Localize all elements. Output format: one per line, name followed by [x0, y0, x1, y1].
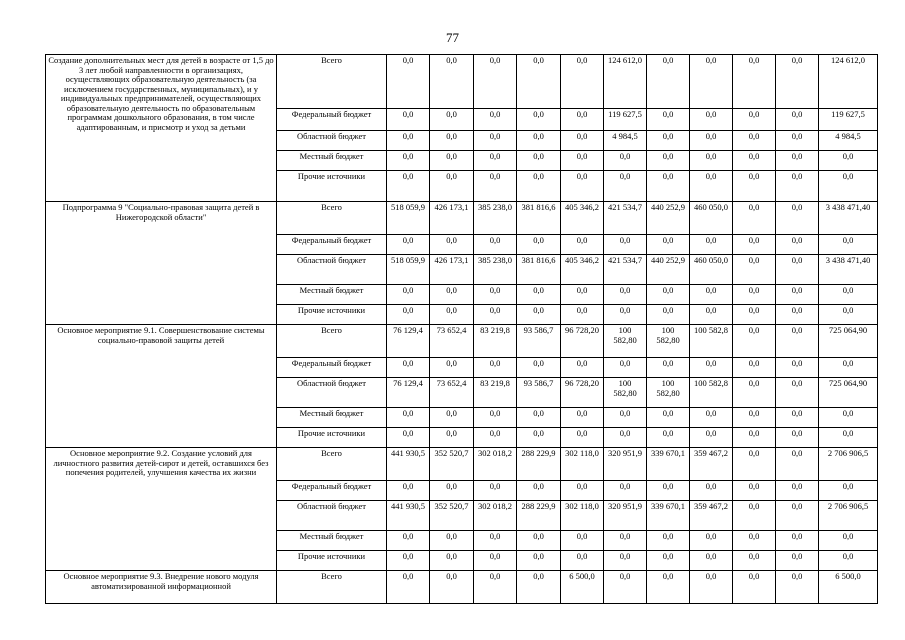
- year-value-cell: 359 467,2: [690, 448, 733, 481]
- year-value-cell: 0,0: [647, 55, 690, 109]
- funding-source: Местный бюджет: [277, 151, 387, 171]
- year-value-cell: 0,0: [561, 551, 604, 571]
- year-value-cell: 0,0: [733, 571, 776, 604]
- year-value-cell: 0,0: [387, 151, 430, 171]
- year-value-cell: 0,0: [430, 408, 474, 428]
- year-value-cell: 440 252,9: [647, 202, 690, 235]
- year-value-cell: 0,0: [430, 358, 474, 378]
- funding-source: Областной бюджет: [277, 378, 387, 408]
- total-cell: 124 612,0: [819, 55, 878, 109]
- year-value-cell: 0,0: [561, 109, 604, 131]
- year-value-cell: 0,0: [517, 428, 561, 448]
- year-value-cell: 96 728,20: [561, 325, 604, 358]
- funding-source: Всего: [277, 448, 387, 481]
- year-value-cell: 0,0: [474, 408, 517, 428]
- year-value-cell: 0,0: [690, 109, 733, 131]
- year-value-cell: 0,0: [690, 151, 733, 171]
- year-value-cell: 0,0: [430, 109, 474, 131]
- year-value-cell: 0,0: [387, 481, 430, 501]
- year-value-cell: 0,0: [387, 55, 430, 109]
- funding-source: Местный бюджет: [277, 531, 387, 551]
- year-value-cell: 0,0: [517, 408, 561, 428]
- total-cell: 0,0: [819, 531, 878, 551]
- year-value-cell: 0,0: [387, 171, 430, 202]
- year-value-cell: 0,0: [517, 171, 561, 202]
- year-value-cell: 0,0: [733, 109, 776, 131]
- year-value-cell: 0,0: [474, 305, 517, 325]
- total-cell: 725 064,90: [819, 325, 878, 358]
- total-cell: 0,0: [819, 235, 878, 255]
- year-value-cell: 0,0: [430, 235, 474, 255]
- year-value-cell: 0,0: [561, 171, 604, 202]
- year-value-cell: 0,0: [733, 448, 776, 481]
- year-value-cell: 0,0: [647, 109, 690, 131]
- year-value-cell: 0,0: [733, 151, 776, 171]
- year-value-cell: 0,0: [733, 131, 776, 151]
- year-value-cell: 0,0: [690, 55, 733, 109]
- year-value-cell: 0,0: [604, 235, 647, 255]
- year-value-cell: 0,0: [387, 235, 430, 255]
- year-value-cell: 76 129,4: [387, 378, 430, 408]
- year-value-cell: 0,0: [776, 501, 819, 531]
- year-value-cell: 0,0: [776, 202, 819, 235]
- year-value-cell: 0,0: [387, 109, 430, 131]
- year-value-cell: 0,0: [733, 171, 776, 202]
- year-value-cell: 73 652,4: [430, 325, 474, 358]
- year-value-cell: 0,0: [733, 428, 776, 448]
- year-value-cell: 0,0: [474, 151, 517, 171]
- year-value-cell: 440 252,9: [647, 255, 690, 285]
- year-value-cell: 0,0: [604, 571, 647, 604]
- year-value-cell: 0,0: [561, 55, 604, 109]
- year-value-cell: 426 173,1: [430, 202, 474, 235]
- year-value-cell: 0,0: [430, 571, 474, 604]
- funding-source: Областной бюджет: [277, 501, 387, 531]
- year-value-cell: 0,0: [647, 358, 690, 378]
- year-value-cell: 0,0: [387, 285, 430, 305]
- year-value-cell: 421 534,7: [604, 202, 647, 235]
- year-value-cell: 83 219,8: [474, 378, 517, 408]
- measure-title: Основное мероприятие 9.1. Совершенствование системы социально-правовой защиты детей: [46, 325, 277, 448]
- year-value-cell: 0,0: [430, 305, 474, 325]
- funding-source: Прочие источники: [277, 428, 387, 448]
- year-value-cell: 0,0: [733, 325, 776, 358]
- year-value-cell: 0,0: [647, 235, 690, 255]
- year-value-cell: 0,0: [517, 571, 561, 604]
- year-value-cell: 0,0: [776, 109, 819, 131]
- year-value-cell: 0,0: [733, 501, 776, 531]
- year-value-cell: 518 059,9: [387, 202, 430, 235]
- year-value-cell: 0,0: [647, 531, 690, 551]
- year-value-cell: 0,0: [690, 571, 733, 604]
- year-value-cell: 0,0: [776, 235, 819, 255]
- funding-source: Местный бюджет: [277, 408, 387, 428]
- year-value-cell: 0,0: [776, 358, 819, 378]
- year-value-cell: 0,0: [690, 408, 733, 428]
- year-value-cell: 0,0: [647, 428, 690, 448]
- total-cell: 0,0: [819, 305, 878, 325]
- year-value-cell: 0,0: [776, 428, 819, 448]
- year-value-cell: 460 050,0: [690, 255, 733, 285]
- total-cell: 0,0: [819, 408, 878, 428]
- year-value-cell: 0,0: [776, 571, 819, 604]
- year-value-cell: 0,0: [517, 131, 561, 151]
- year-value-cell: 0,0: [387, 358, 430, 378]
- total-cell: 0,0: [819, 428, 878, 448]
- year-value-cell: 405 346,2: [561, 202, 604, 235]
- year-value-cell: 381 816,6: [517, 255, 561, 285]
- year-value-cell: 0,0: [517, 285, 561, 305]
- year-value-cell: 0,0: [690, 551, 733, 571]
- year-value-cell: 0,0: [430, 131, 474, 151]
- year-value-cell: 73 652,4: [430, 378, 474, 408]
- year-value-cell: 0,0: [561, 358, 604, 378]
- year-value-cell: 0,0: [647, 131, 690, 151]
- year-value-cell: 76 129,4: [387, 325, 430, 358]
- table-row: [46, 55, 878, 109]
- year-value-cell: 0,0: [604, 358, 647, 378]
- year-value-cell: 0,0: [733, 408, 776, 428]
- year-value-cell: 0,0: [474, 428, 517, 448]
- year-value-cell: 100 582,80: [604, 378, 647, 408]
- funding-source: Федеральный бюджет: [277, 109, 387, 131]
- year-value-cell: 0,0: [690, 235, 733, 255]
- year-value-cell: 0,0: [733, 202, 776, 235]
- year-value-cell: 0,0: [474, 531, 517, 551]
- year-value-cell: 0,0: [430, 285, 474, 305]
- year-value-cell: 0,0: [733, 481, 776, 501]
- year-value-cell: 0,0: [604, 151, 647, 171]
- total-cell: 3 438 471,40: [819, 255, 878, 285]
- year-value-cell: 124 612,0: [604, 55, 647, 109]
- year-value-cell: 0,0: [690, 305, 733, 325]
- year-value-cell: 0,0: [647, 305, 690, 325]
- funding-source: Областной бюджет: [277, 131, 387, 151]
- year-value-cell: 441 930,5: [387, 501, 430, 531]
- funding-source: Прочие источники: [277, 305, 387, 325]
- year-value-cell: 100 582,80: [604, 325, 647, 358]
- year-value-cell: 0,0: [517, 358, 561, 378]
- funding-source: Прочие источники: [277, 551, 387, 571]
- funding-source: Федеральный бюджет: [277, 235, 387, 255]
- year-value-cell: 0,0: [430, 428, 474, 448]
- year-value-cell: 0,0: [690, 531, 733, 551]
- year-value-cell: 0,0: [690, 285, 733, 305]
- year-value-cell: 381 816,6: [517, 202, 561, 235]
- year-value-cell: 83 219,8: [474, 325, 517, 358]
- year-value-cell: 288 229,9: [517, 501, 561, 531]
- page-number: 77: [446, 30, 459, 45]
- year-value-cell: 352 520,7: [430, 448, 474, 481]
- year-value-cell: 421 534,7: [604, 255, 647, 285]
- year-value-cell: 0,0: [776, 325, 819, 358]
- year-value-cell: 0,0: [733, 255, 776, 285]
- year-value-cell: 518 059,9: [387, 255, 430, 285]
- year-value-cell: 0,0: [690, 131, 733, 151]
- year-value-cell: 0,0: [517, 109, 561, 131]
- year-value-cell: 0,0: [517, 305, 561, 325]
- year-value-cell: 0,0: [604, 531, 647, 551]
- funding-source: Всего: [277, 325, 387, 358]
- year-value-cell: 0,0: [776, 285, 819, 305]
- year-value-cell: 0,0: [517, 481, 561, 501]
- year-value-cell: 0,0: [776, 531, 819, 551]
- year-value-cell: 0,0: [387, 551, 430, 571]
- total-cell: 0,0: [819, 151, 878, 171]
- year-value-cell: 0,0: [733, 235, 776, 255]
- measure-title: Создание дополнительных мест для детей в возрасте от 1,5 до 3 лет любой направленности в организациях, осуществляющих образовательную деятельность (за исключением государственных, муниципальных), и у индивидуальных предпринимателей, осуществляющих образовательную деятельность по образовательным программам дошкольного образования, в том числе адаптированным, и присмотр и уход за детьми: [46, 55, 277, 202]
- year-value-cell: 0,0: [474, 131, 517, 151]
- year-value-cell: 302 118,0: [561, 501, 604, 531]
- funding-source: Всего: [277, 202, 387, 235]
- year-value-cell: 0,0: [647, 408, 690, 428]
- year-value-cell: 460 050,0: [690, 202, 733, 235]
- year-value-cell: 0,0: [776, 151, 819, 171]
- year-value-cell: 0,0: [604, 171, 647, 202]
- year-value-cell: 0,0: [517, 55, 561, 109]
- year-value-cell: 0,0: [474, 481, 517, 501]
- measure-title: Подпрограмма 9 "Социально-правовая защита детей в Нижегородской области": [46, 202, 277, 325]
- year-value-cell: 0,0: [387, 408, 430, 428]
- year-value-cell: 100 582,8: [690, 378, 733, 408]
- total-cell: 2 706 906,5: [819, 448, 878, 481]
- year-value-cell: 0,0: [474, 571, 517, 604]
- total-cell: 0,0: [819, 481, 878, 501]
- year-value-cell: 0,0: [776, 305, 819, 325]
- year-value-cell: 4 984,5: [604, 131, 647, 151]
- year-value-cell: 0,0: [604, 551, 647, 571]
- year-value-cell: 339 670,1: [647, 501, 690, 531]
- year-value-cell: 0,0: [561, 408, 604, 428]
- measure-title: Основное мероприятие 9.2. Создание условий для личностного развития детей-сирот и детей, оставшихся без попечения родителей, улучшения качества их жизни: [46, 448, 277, 571]
- year-value-cell: 0,0: [690, 481, 733, 501]
- year-value-cell: 0,0: [776, 255, 819, 285]
- funding-source: Прочие источники: [277, 171, 387, 202]
- year-value-cell: 0,0: [733, 531, 776, 551]
- funding-source: Федеральный бюджет: [277, 358, 387, 378]
- year-value-cell: 0,0: [604, 285, 647, 305]
- year-value-cell: 0,0: [733, 285, 776, 305]
- year-value-cell: 0,0: [647, 171, 690, 202]
- year-value-cell: 0,0: [647, 481, 690, 501]
- year-value-cell: 359 467,2: [690, 501, 733, 531]
- year-value-cell: 320 951,9: [604, 448, 647, 481]
- year-value-cell: 0,0: [561, 151, 604, 171]
- table-row: [46, 571, 878, 604]
- total-cell: 725 064,90: [819, 378, 878, 408]
- funding-source: Областной бюджет: [277, 255, 387, 285]
- year-value-cell: 0,0: [604, 408, 647, 428]
- year-value-cell: 0,0: [776, 55, 819, 109]
- year-value-cell: 0,0: [604, 305, 647, 325]
- total-cell: 6 500,0: [819, 571, 878, 604]
- year-value-cell: 100 582,80: [647, 325, 690, 358]
- year-value-cell: 302 118,0: [561, 448, 604, 481]
- table-row: [46, 325, 878, 358]
- year-value-cell: 0,0: [690, 358, 733, 378]
- funding-source: Федеральный бюджет: [277, 481, 387, 501]
- year-value-cell: 0,0: [430, 481, 474, 501]
- year-value-cell: 0,0: [776, 448, 819, 481]
- year-value-cell: 0,0: [561, 531, 604, 551]
- table-body: [46, 55, 878, 604]
- year-value-cell: 320 951,9: [604, 501, 647, 531]
- table-row: [46, 448, 878, 481]
- year-value-cell: 0,0: [690, 171, 733, 202]
- year-value-cell: 119 627,5: [604, 109, 647, 131]
- year-value-cell: 100 582,8: [690, 325, 733, 358]
- year-value-cell: 0,0: [474, 358, 517, 378]
- year-value-cell: 0,0: [733, 378, 776, 408]
- year-value-cell: 0,0: [474, 171, 517, 202]
- total-cell: 0,0: [819, 171, 878, 202]
- total-cell: 3 438 471,40: [819, 202, 878, 235]
- year-value-cell: 0,0: [604, 481, 647, 501]
- table-row: [46, 202, 878, 235]
- total-cell: 0,0: [819, 358, 878, 378]
- year-value-cell: 0,0: [430, 171, 474, 202]
- year-value-cell: 0,0: [430, 151, 474, 171]
- total-cell: 0,0: [819, 551, 878, 571]
- year-value-cell: 0,0: [561, 285, 604, 305]
- year-value-cell: 0,0: [561, 305, 604, 325]
- year-value-cell: 405 346,2: [561, 255, 604, 285]
- year-value-cell: 0,0: [776, 551, 819, 571]
- year-value-cell: 302 018,2: [474, 448, 517, 481]
- year-value-cell: 0,0: [733, 305, 776, 325]
- year-value-cell: 288 229,9: [517, 448, 561, 481]
- year-value-cell: 0,0: [387, 305, 430, 325]
- year-value-cell: 0,0: [561, 481, 604, 501]
- year-value-cell: 0,0: [387, 428, 430, 448]
- measure-title: Основное мероприятие 9.3. Внедрение нового модуля автоматизированной информационной: [46, 571, 277, 604]
- budget-table: [45, 54, 878, 604]
- year-value-cell: 302 018,2: [474, 501, 517, 531]
- year-value-cell: 0,0: [387, 131, 430, 151]
- year-value-cell: 0,0: [561, 131, 604, 151]
- total-cell: 2 706 906,5: [819, 501, 878, 531]
- total-cell: 4 984,5: [819, 131, 878, 151]
- year-value-cell: 0,0: [604, 428, 647, 448]
- year-value-cell: 0,0: [430, 531, 474, 551]
- total-cell: 0,0: [819, 285, 878, 305]
- funding-source: Всего: [277, 55, 387, 109]
- year-value-cell: 0,0: [561, 428, 604, 448]
- year-value-cell: 385 238,0: [474, 202, 517, 235]
- year-value-cell: 0,0: [776, 171, 819, 202]
- year-value-cell: 0,0: [474, 285, 517, 305]
- year-value-cell: 0,0: [647, 571, 690, 604]
- year-value-cell: 93 586,7: [517, 378, 561, 408]
- year-value-cell: 0,0: [474, 109, 517, 131]
- year-value-cell: 0,0: [430, 55, 474, 109]
- year-value-cell: 93 586,7: [517, 325, 561, 358]
- year-value-cell: 0,0: [430, 551, 474, 571]
- year-value-cell: 352 520,7: [430, 501, 474, 531]
- year-value-cell: 0,0: [776, 378, 819, 408]
- year-value-cell: 0,0: [733, 55, 776, 109]
- year-value-cell: 0,0: [517, 551, 561, 571]
- year-value-cell: 0,0: [517, 151, 561, 171]
- year-value-cell: 339 670,1: [647, 448, 690, 481]
- year-value-cell: 385 238,0: [474, 255, 517, 285]
- year-value-cell: 0,0: [776, 481, 819, 501]
- year-value-cell: 0,0: [474, 551, 517, 571]
- year-value-cell: 0,0: [474, 55, 517, 109]
- year-value-cell: 0,0: [387, 531, 430, 551]
- year-value-cell: 100 582,80: [647, 378, 690, 408]
- year-value-cell: 0,0: [690, 428, 733, 448]
- funding-source: Всего: [277, 571, 387, 604]
- year-value-cell: 0,0: [776, 131, 819, 151]
- year-value-cell: 0,0: [474, 235, 517, 255]
- total-cell: 119 627,5: [819, 109, 878, 131]
- year-value-cell: 0,0: [561, 235, 604, 255]
- year-value-cell: 426 173,1: [430, 255, 474, 285]
- year-value-cell: 0,0: [517, 531, 561, 551]
- year-value-cell: 441 930,5: [387, 448, 430, 481]
- year-value-cell: 0,0: [647, 285, 690, 305]
- funding-source: Местный бюджет: [277, 285, 387, 305]
- year-value-cell: 0,0: [647, 551, 690, 571]
- year-value-cell: 0,0: [776, 408, 819, 428]
- year-value-cell: 0,0: [387, 571, 430, 604]
- year-value-cell: 0,0: [733, 358, 776, 378]
- year-value-cell: 6 500,0: [561, 571, 604, 604]
- year-value-cell: 0,0: [647, 151, 690, 171]
- year-value-cell: 96 728,20: [561, 378, 604, 408]
- year-value-cell: 0,0: [733, 551, 776, 571]
- year-value-cell: 0,0: [517, 235, 561, 255]
